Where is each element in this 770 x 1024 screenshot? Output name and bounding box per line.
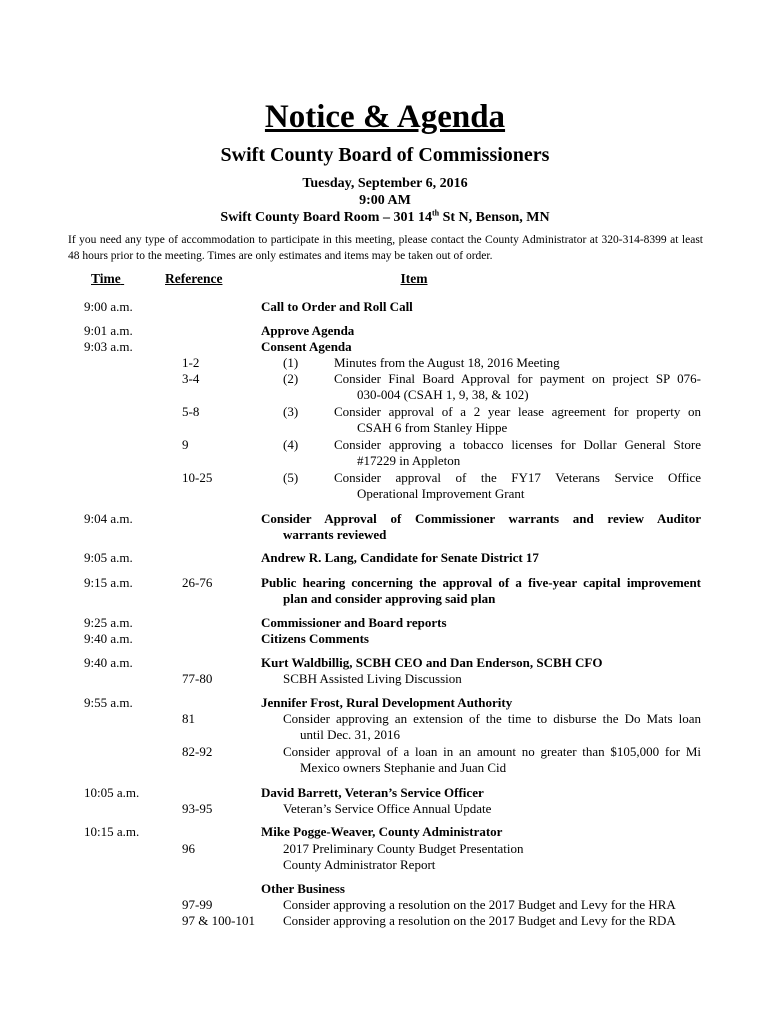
- consent-item-5-cont: Operational Improvement Grant: [357, 486, 525, 501]
- item-number: (5): [283, 470, 299, 485]
- item-number: (2): [283, 371, 299, 386]
- agenda-time: 9:03 a.m.: [84, 339, 133, 354]
- agenda-time: 10:05 a.m.: [84, 785, 140, 800]
- rda-item: Jennifer Frost, Rural Development Authority: [261, 695, 513, 710]
- item-number: (1): [283, 355, 299, 370]
- reference-number: 81: [182, 711, 195, 726]
- consent-item-4-cont: #17229 in Appleton: [357, 453, 461, 468]
- reference-number: 93-95: [182, 801, 213, 816]
- vso-subitem: Veteran’s Service Office Annual Update: [283, 801, 492, 816]
- approve-agenda: Approve Agenda: [261, 323, 355, 338]
- rda-subitem-2-cont: Mexico owners Stephanie and Juan Cid: [300, 760, 507, 775]
- agenda-time: 9:40 a.m.: [84, 655, 133, 670]
- reference-number: 77-80: [182, 671, 213, 686]
- consent-item-1: Minutes from the August 18, 2016 Meeting: [334, 355, 560, 370]
- warrants-item-cont: warrants reviewed: [283, 527, 387, 542]
- reference-number: 5-8: [182, 404, 200, 419]
- location-main: Swift County Board Room – 301 14: [220, 210, 432, 225]
- reference-number: 97 & 100-101: [182, 913, 255, 928]
- reference-number: 1-2: [182, 355, 200, 370]
- agenda-time: 9:15 a.m.: [84, 575, 133, 590]
- column-header-time: [91, 270, 124, 287]
- rda-subitem-1: Consider approving an extension of the time to disburse the Do Mats loan: [283, 711, 701, 726]
- scbh-subitem: SCBH Assisted Living Discussion: [283, 671, 462, 686]
- candidate-item: Andrew R. Lang, Candidate for Senate District 17: [261, 550, 539, 565]
- agenda-time: 9:25 a.m.: [84, 615, 133, 630]
- location-superscript: th: [431, 208, 440, 218]
- public-hearing-item-cont: plan and consider approving said plan: [283, 591, 496, 606]
- column-header-reference: Reference: [165, 271, 223, 286]
- warrants-item: Consider Approval of Commissioner warrants and review Auditor: [261, 511, 701, 526]
- column-header-item: Item: [400, 271, 428, 286]
- citizens-comments-item: Citizens Comments: [261, 631, 369, 646]
- scbh-item: Kurt Waldbillig, SCBH CEO and Dan Enderson, SCBH CFO: [261, 655, 603, 670]
- item-number: (4): [283, 437, 299, 452]
- location-tail: St N, Benson, MN: [439, 210, 550, 225]
- rda-subitem-2: Consider approval of a loan in an amount no greater than $105,000 for Mi: [283, 744, 701, 759]
- reference-number: 26-76: [182, 575, 213, 590]
- column-label-time: Time: [91, 271, 121, 286]
- administrator-subitem-2: County Administrator Report: [283, 857, 436, 872]
- agenda-time: 10:15 a.m.: [84, 824, 140, 839]
- agenda-time: 9:00 a.m.: [84, 299, 133, 314]
- consent-item-4: Consider approving a tobacco licenses for Dollar General Store: [334, 437, 701, 452]
- vso-item: David Barrett, Veteran’s Service Officer: [261, 785, 484, 800]
- meeting-time: 9:00 AM: [359, 193, 411, 208]
- administrator-item: Mike Pogge-Weaver, County Administrator: [261, 824, 503, 839]
- rda-subitem-1-cont: until Dec. 31, 2016: [300, 727, 401, 742]
- consent-item-3: Consider approval of a 2 year lease agreement for property on: [334, 404, 701, 419]
- meeting-location: [0, 209, 770, 227]
- accommodation-notice: If you need any type of accommodation to participate in this meeting, please contact the County Administrator at 320-314-8399 at least 48 hours prior to the meeting. Times are only estimates and items may be taken out of order.: [68, 234, 703, 262]
- page-title: Notice & Agenda: [264, 99, 506, 135]
- agenda-time: 9:04 a.m.: [84, 511, 133, 526]
- agenda-time: 9:40 a.m.: [84, 631, 133, 646]
- reference-number: 3-4: [182, 371, 200, 386]
- consent-item-3-cont: CSAH 6 from Stanley Hippe: [357, 420, 508, 435]
- reference-number: 96: [182, 841, 195, 856]
- agenda-time: 9:05 a.m.: [84, 550, 133, 565]
- call-to-order: Call to Order and Roll Call: [261, 299, 413, 314]
- reference-number: 97-99: [182, 897, 213, 912]
- reference-number: 9: [182, 437, 189, 452]
- consent-agenda: Consent Agenda: [261, 339, 352, 354]
- agenda-time: 9:55 a.m.: [84, 695, 133, 710]
- consent-item-2: Consider Final Board Approval for payment on project SP 076-: [334, 371, 701, 386]
- consent-item-2-cont: 030-004 (CSAH 1, 9, 38, & 102): [357, 387, 529, 402]
- administrator-subitem-1: 2017 Preliminary County Budget Presentation: [283, 841, 524, 856]
- other-business-heading: Other Business: [261, 881, 345, 896]
- reference-number: 82-92: [182, 744, 213, 759]
- board-reports-item: Commissioner and Board reports: [261, 615, 447, 630]
- other-business-item-1: Consider approving a resolution on the 2017 Budget and Levy for the HRA: [283, 897, 676, 912]
- public-hearing-item: Public hearing concerning the approval of a five-year capital improvement: [261, 575, 701, 590]
- item-number: (3): [283, 404, 299, 419]
- other-business-item-2: Consider approving a resolution on the 2017 Budget and Levy for the RDA: [283, 913, 676, 928]
- reference-number: 10-25: [182, 470, 213, 485]
- consent-item-5: Consider approval of the FY17 Veterans Service Office: [334, 470, 701, 485]
- agenda-time: 9:01 a.m.: [84, 323, 133, 338]
- meeting-date: Tuesday, September 6, 2016: [302, 176, 468, 191]
- board-name: Swift County Board of Commissioners: [220, 144, 550, 166]
